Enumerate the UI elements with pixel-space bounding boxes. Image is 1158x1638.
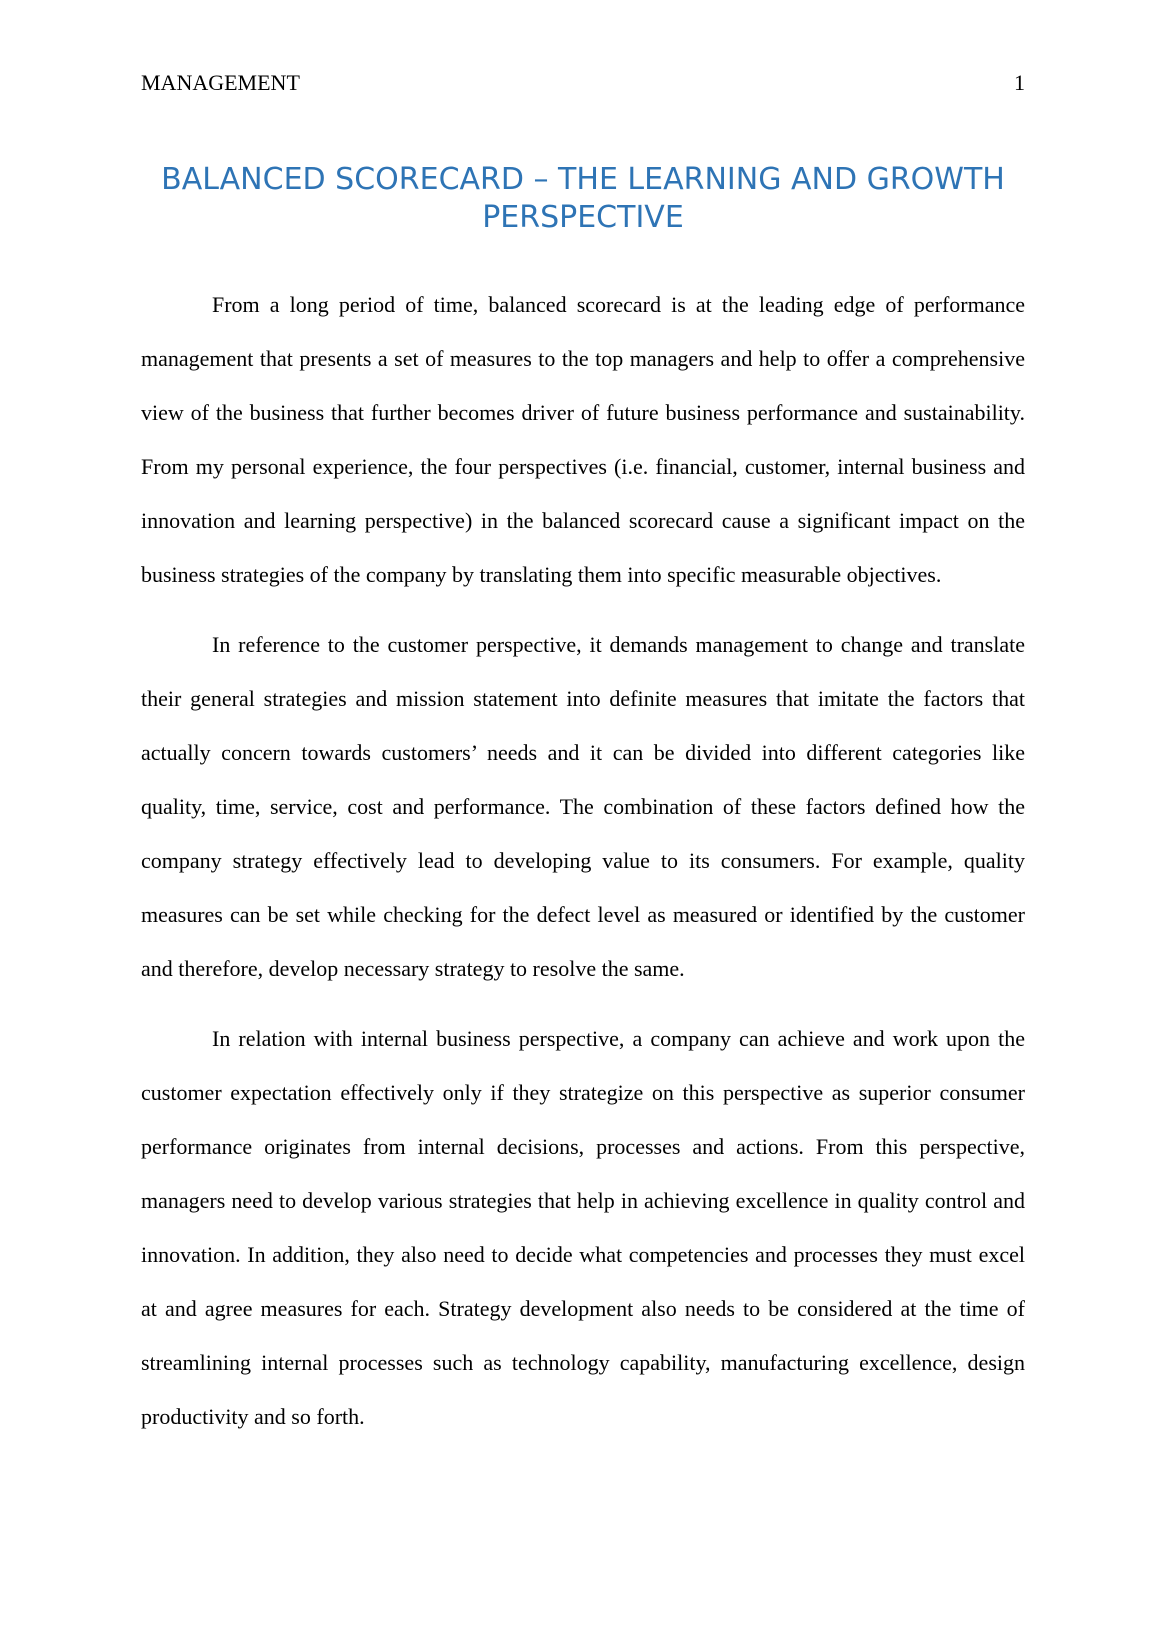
paragraph-1: From a long period of time, balanced scorecard is at the leading edge of performance management that presents a set of measures to the top managers and help to offer a comprehensive view of the business that further becomes driver of future business performance and sustainability. From my personal experience, the four perspectives (i.e. financial, customer, internal business and innovation and learning perspective) in the balanced scorecard cause a significant impact on the business strategies of the company by translating them into specific measurable objectives. — [141, 292, 1025, 587]
document-body — [141, 278, 1025, 1460]
page-header — [141, 68, 1025, 98]
running-head: MANAGEMENT — [141, 70, 300, 95]
document-title: BALANCED SCORECARD – THE LEARNING AND GROWTH PERSPECTIVE — [161, 162, 1005, 235]
paragraph-2: In reference to the customer perspective, it demands management to change and translate their general strategies and mission statement into definite measures that imitate the factors that actually concern towards customers’ needs and it can be divided into different categories like quality, time, service, cost and performance. The combination of these factors defined how the company strategy effectively lead to developing value to its consumers. For example, quality measures can be set while checking for the defect level as measured or identified by the customer and therefore, develop necessary strategy to resolve the same. — [141, 632, 1025, 981]
paragraph-3: In relation with internal business perspective, a company can achieve and work upon the customer expectation effectively only if they strategize on this perspective as superior consumer performance originates from internal decisions, processes and actions. From this perspective, managers need to develop various strategies that help in achieving excellence in quality control and innovation. In addition, they also need to decide what competencies and processes they must excel at and agree measures for each. Strategy development also needs to be considered at the time of streamlining internal processes such as technology capability, manufacturing excellence, design productivity and so forth. — [141, 1026, 1025, 1429]
page-number: 1 — [1014, 70, 1025, 95]
